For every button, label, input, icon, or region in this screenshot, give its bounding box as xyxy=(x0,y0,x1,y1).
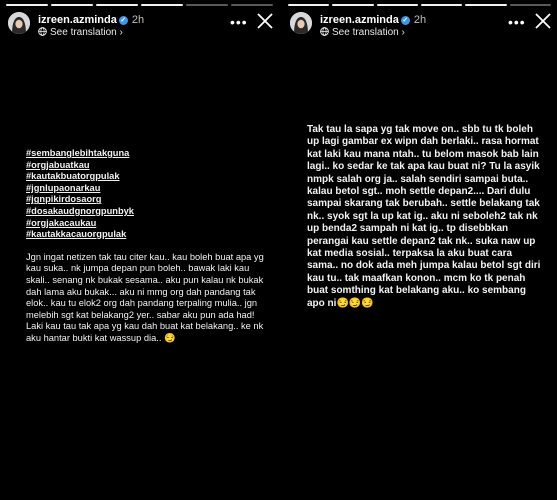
globe-icon xyxy=(320,27,329,36)
username-line[interactable] xyxy=(38,14,144,26)
progress-segment xyxy=(141,4,183,6)
story-header xyxy=(290,12,551,40)
username-line[interactable] xyxy=(320,14,426,26)
post-time: 2h xyxy=(131,14,145,26)
close-icon[interactable] xyxy=(256,12,274,30)
story-progress-bar xyxy=(288,4,551,6)
hashtag[interactable]: #jgnpikirdosaorg xyxy=(26,194,102,205)
see-translation-link[interactable] xyxy=(38,27,123,38)
story-panel-right[interactable] xyxy=(282,0,557,500)
hashtag[interactable]: #kautakkacauorgpulak xyxy=(26,229,127,240)
verified-badge-icon: ✓ xyxy=(402,17,409,24)
see-translation-label[interactable]: See translation › xyxy=(332,27,405,38)
progress-segment xyxy=(377,4,418,6)
progress-segment xyxy=(51,4,93,6)
story-text xyxy=(26,148,266,345)
avatar[interactable] xyxy=(290,12,312,34)
progress-segment xyxy=(231,4,273,6)
verified-badge-icon: ✓ xyxy=(120,17,127,24)
see-translation-link[interactable] xyxy=(320,27,405,38)
progress-segment xyxy=(421,4,462,6)
story-body-text: Jgn ingat netizen tak tau citer kau.. kau boleh buat apa yg kau suka.. nk jumpa depan pun boleh.. bawak laki kau skali.. senang nk bukak sesama.. aku pun kalau nk bukak dah lama aku bukak... aku ni mmg org dah pandang tak elok.. kau tu elok2 org dah pandang terpaling mulia.. jgn melebih sgt kat belakang2 yer.. sabar aku pun ada had! Laki kau tau tak apa yg kau dah buat kat belakang.. ke nk aku hantar bukti kat wassup dia.. 😏 xyxy=(26,251,264,343)
progress-segment xyxy=(465,4,506,6)
close-icon[interactable] xyxy=(534,12,552,30)
globe-icon xyxy=(38,27,47,36)
hashtag[interactable]: #dosakaudgnorgpunbyk xyxy=(26,205,134,216)
hashtag[interactable]: #orgjabuatkau xyxy=(26,159,90,170)
progress-segment xyxy=(332,4,373,6)
story-body-text: Tak tau la sapa yg tak move on.. sbb tu tk boleh up lagi gambar ex wipn dah berlaki.. rasa hormat kat laki kau mana ntah.. tu belom masok bab lain lagi.. ko sedar ke tak apa kau buat ni? Tu la asyik nmpk salah org ja.. salah sendiri sampai buta.. kalau betol sgt.. moh settle depan2.... Dari dulu sampai skarang tak berubah.. settle belakang tak nk.. syok sgt la up kat ig.. aku ni seboleh2 tak nk up benda2 sampah ni kat ig.. tp disebbkan perangai kau settle depan2 tak nk.. suka naw up kat media sosial.. terpaksa la aku buat cara sama.. no dok ada meh jumpa kalau betol sgt diri kau tu.. tak maafkan konon.. mcm ko tk penah buat somthing kat belakang aku.. ko sembang apo ni😏😏😏 xyxy=(307,124,541,309)
hashtag[interactable]: #sembanglebihtakguna xyxy=(26,148,130,158)
username[interactable]: izreen.azminda xyxy=(320,14,399,26)
avatar[interactable] xyxy=(8,12,30,34)
post-time: 2h xyxy=(413,14,427,26)
see-translation-label[interactable]: See translation › xyxy=(50,27,123,38)
hashtag[interactable]: #kautakbuatorgpulak xyxy=(26,171,120,182)
hashtag[interactable]: #jgnlupaonarkau xyxy=(26,182,101,193)
progress-segment xyxy=(186,4,228,6)
more-options-icon[interactable]: ••• xyxy=(508,14,526,30)
progress-segment xyxy=(6,4,48,6)
progress-segment xyxy=(288,4,329,6)
progress-segment xyxy=(510,4,551,6)
more-options-icon[interactable]: ••• xyxy=(230,14,248,30)
story-header xyxy=(8,12,273,40)
progress-segment xyxy=(96,4,138,6)
hashtag-list xyxy=(26,148,266,241)
story-progress-bar xyxy=(6,4,273,6)
hashtag[interactable]: #orgjakacaukau xyxy=(26,217,97,228)
username[interactable]: izreen.azminda xyxy=(38,14,117,26)
